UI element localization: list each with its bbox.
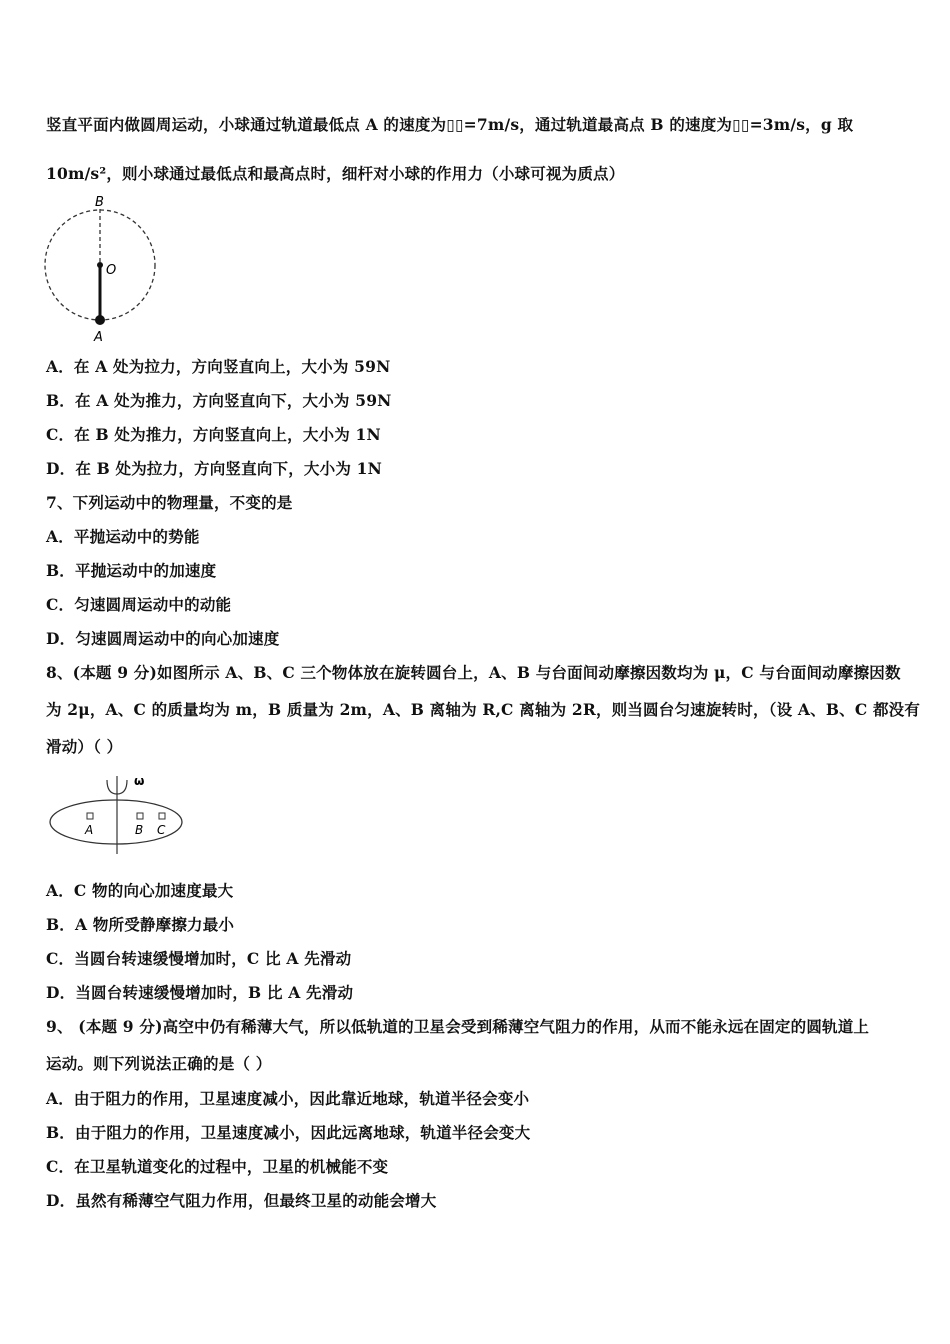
q6-stem-line2: 10m/s²，则小球通过最低点和最高点时，细杆对小球的作用力（小球可视为质点） (46, 164, 625, 183)
q8-stem-line1: 8、(本题 9 分)如图所示 A、B、C 三个物体放在旋转圆台上，A、B 与台面间动摩擦因数均为 μ，C 与台面间动摩擦因数 (46, 663, 901, 682)
q6-circle-rod-diagram (40, 192, 165, 344)
q8-option-d: D．当圆台转速缓慢增加时，B 比 A 先滑动 (46, 983, 354, 1002)
block-a (87, 813, 93, 819)
q6-option-a: A．在 A 处为拉力，方向竖直向上，大小为 59N (46, 357, 391, 376)
q7-option-d: D．匀速圆周运动中的向心加速度 (46, 629, 280, 648)
q9-option-b: B．由于阻力的作用，卫星速度减小，因此远离地球，轨道半径会变大 (46, 1123, 531, 1142)
block-c (159, 813, 165, 819)
q7-option-b: B．平抛运动中的加速度 (46, 561, 217, 580)
q9-option-d: D．虽然有稀薄空气阻力作用，但最终卫星的动能会增大 (46, 1191, 437, 1210)
block-b (137, 813, 143, 819)
q8-stem-line2: 为 2μ，A、C 的质量均为 m，B 质量为 2m，A、B 离轴为 R,C 离轴为 2R，则当圆台匀速旋转时，（设 A、B、C 都没有 (46, 700, 921, 719)
q6-option-b: B．在 A 处为推力，方向竖直向下，大小为 59N (46, 391, 392, 410)
q9-stem-line2: 运动。则下列说法正确的是（ ） (46, 1054, 272, 1073)
q7-stem: 7、下列运动中的物理量，不变的是 (46, 493, 293, 512)
q9-option-a: A．由于阻力的作用，卫星速度减小，因此靠近地球，轨道半径会变小 (46, 1089, 530, 1108)
q6-option-d: D．在 B 处为拉力，方向竖直向下，大小为 1N (46, 459, 382, 478)
label-o: O (106, 263, 117, 278)
label-b: B (95, 195, 104, 210)
q9-stem-line1: 9、 (本题 9 分)高空中仍有稀薄大气，所以低轨道的卫星会受到稀薄空气阻力的作用，从而不能永远在固定的圆轨道上 (46, 1017, 870, 1036)
turntable (50, 800, 182, 844)
q7-option-c: C．匀速圆周运动中的动能 (46, 595, 232, 614)
label-a: A (94, 330, 103, 344)
center-point-o (97, 262, 103, 268)
q8-stem-line3: 滑动）（ ） (46, 737, 123, 756)
label-c: C (157, 823, 166, 837)
omega-label: ω (134, 774, 145, 788)
q8-option-a: A．C 物的向心加速度最大 (46, 881, 234, 900)
label-a: A (85, 823, 94, 837)
q6-stem-line1: 竖直平面内做圆周运动，小球通过轨道最低点 A 的速度为▯▯=7m/s，通过轨道最高点 B 的速度为▯▯=3m/s，g 取 (46, 115, 854, 134)
ball (95, 315, 105, 325)
q8-option-c: C．当圆台转速缓慢增加时，C 比 A 先滑动 (46, 949, 352, 968)
q7-option-a: A．平抛运动中的势能 (46, 527, 200, 546)
q9-option-c: C．在卫星轨道变化的过程中，卫星的机械能不变 (46, 1157, 389, 1176)
q8-turntable-diagram (44, 770, 189, 858)
q8-option-b: B．A 物所受静摩擦力最小 (46, 915, 235, 934)
label-b: B (135, 823, 144, 837)
q6-option-c: C．在 B 处为推力，方向竖直向上，大小为 1N (46, 425, 381, 444)
